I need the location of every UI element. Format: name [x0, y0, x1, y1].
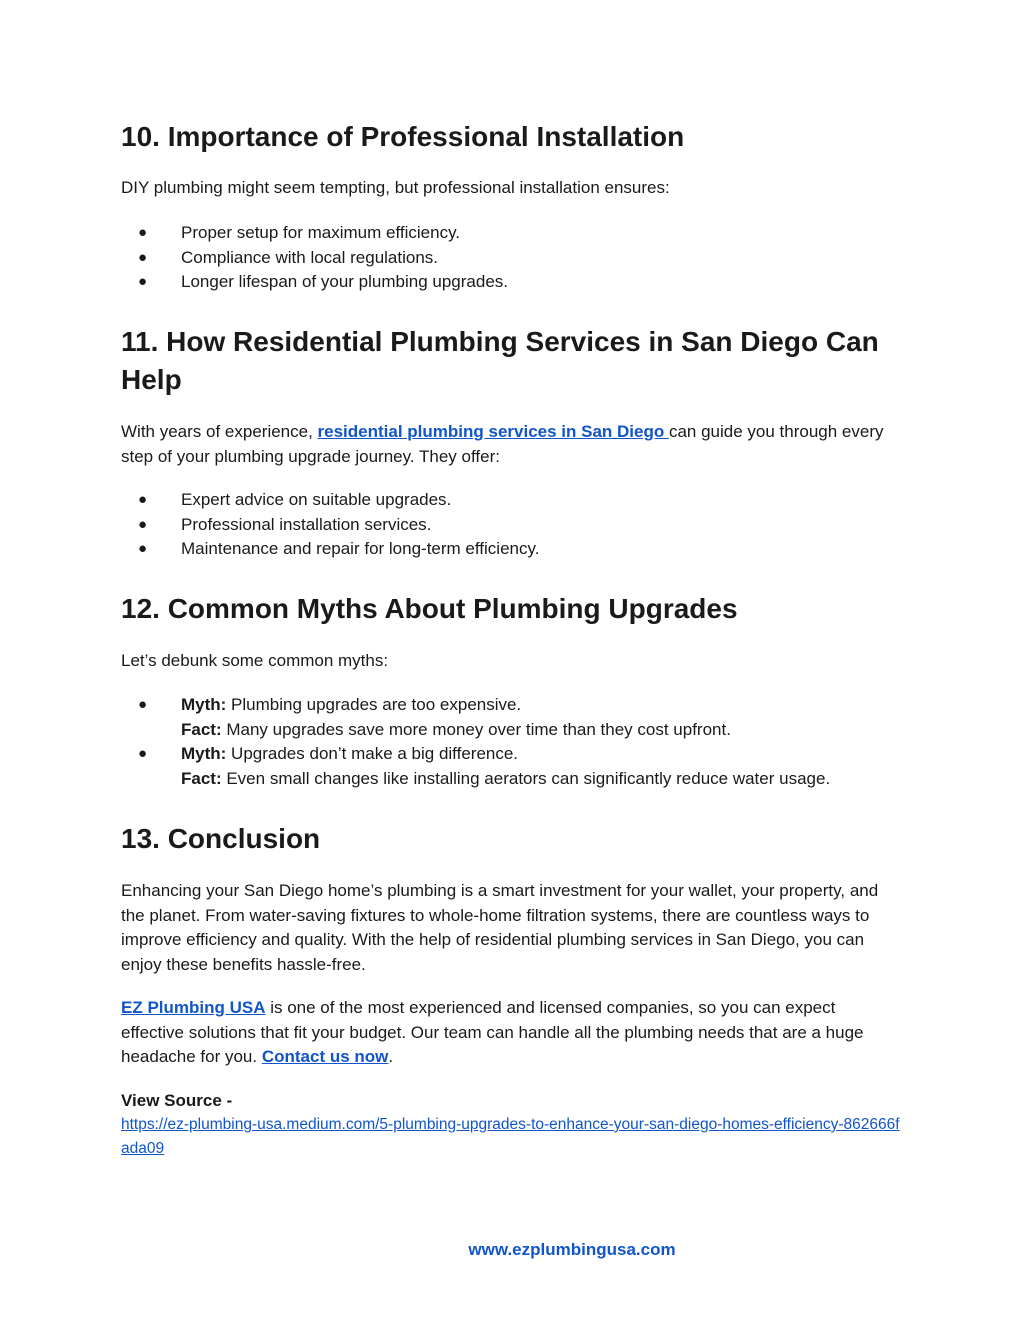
section-10-list: [121, 221, 911, 295]
source-url-link[interactable]: https://ez-plumbing-usa.medium.com/5-plumbing-upgrades-to-enhance-your-san-diego-homes-efficiency-862666fada09: [121, 1116, 900, 1157]
bullet-icon: ●: [138, 696, 148, 713]
ez-plumbing-link[interactable]: EZ Plumbing USA: [121, 998, 266, 1017]
contact-us-link[interactable]: Contact us now: [261, 1047, 389, 1066]
section-11-heading: 11. How Residential Plumbing Services in San Diego Can Help: [121, 326, 879, 395]
myths-list: [121, 693, 911, 791]
myth-item: ● Myth: Upgrades don’t make a big difference. Fact: Even small changes like installing aerators can significantly reduce water usage.: [138, 744, 831, 788]
list-item: ● Maintenance and repair for long-term efficiency.: [121, 537, 911, 562]
list-item: ● Proper setup for maximum efficiency.: [121, 221, 911, 246]
company-paragraph: EZ Plumbing USA is one of the most experienced and licensed companies, so you can expect effective solutions that fit your budget. Our team can handle all the plumbing needs that are a huge headache for you. Contact us now.: [121, 998, 864, 1066]
section-10-intro: DIY plumbing might seem tempting, but professional installation ensures:: [121, 178, 670, 197]
list-item: ● Compliance with local regulations.: [121, 246, 911, 271]
bullet-icon: ●: [138, 224, 148, 241]
bullet-icon: ●: [138, 515, 148, 533]
list-item: ● Expert advice on suitable upgrades.: [121, 488, 911, 513]
section-12-intro: Let’s debunk some common myths:: [121, 651, 389, 670]
list-item: ● Professional installation services.: [121, 513, 911, 538]
bullet-icon: ●: [138, 491, 148, 508]
list-item: ● Longer lifespan of your plumbing upgrades.: [121, 270, 911, 295]
footer-website[interactable]: www.ezplumbingusa.com: [468, 1240, 676, 1259]
view-source-label: View Source -: [121, 1091, 233, 1110]
bullet-icon: ●: [138, 273, 148, 290]
conclusion-paragraph: Enhancing your San Diego home’s plumbing is a smart investment for your wallet, your property, and the planet. From water-saving fixtures to whole-home filtration systems, there are countless ways to improve efficiency and quality. With the help of residential plumbing services in San Diego, you can enjoy these benefits hassle-free.: [121, 881, 879, 974]
source-link-block: [121, 1113, 906, 1161]
bullet-icon: ●: [138, 745, 148, 762]
section-10-heading: 10. Importance of Professional Installation: [121, 121, 685, 152]
bullet-icon: ●: [138, 540, 148, 557]
section-12-heading: 12. Common Myths About Plumbing Upgrades: [121, 593, 738, 624]
bullet-icon: ●: [138, 248, 148, 266]
residential-plumbing-link[interactable]: residential plumbing services in San Diego: [317, 422, 669, 441]
section-13-heading: 13. Conclusion: [121, 823, 321, 854]
myth-item: ● Myth: Plumbing upgrades are too expensive. Fact: Many upgrades save more money over time than they cost upfront.: [138, 695, 731, 739]
section-11-list: [121, 488, 911, 562]
section-11-intro: With years of experience, residential plumbing services in San Diego can guide you through every step of your plumbing upgrade journey. They offer:: [121, 422, 884, 466]
